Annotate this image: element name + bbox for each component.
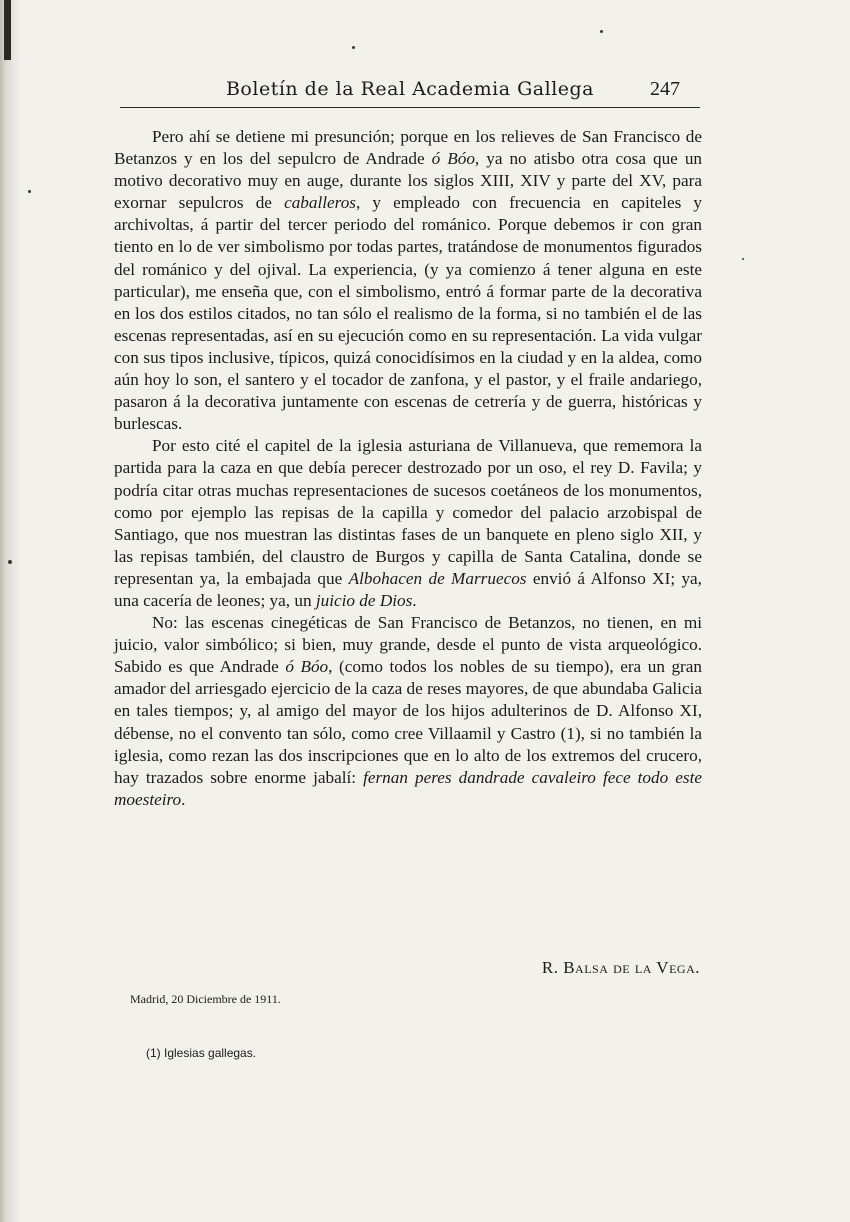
italic-text: ó Bóo [285,657,329,677]
body-paragraph [114,435,702,612]
author-signature: R. Balsa de la Vega. [541,958,700,977]
binding-mark [4,0,11,60]
journal-title: Boletín de la Real Academia Gallega [225,78,595,100]
text-run: . [181,789,186,809]
italic-text: fernan peres dandrade cavaleiro fece todo este moesteiro [114,767,702,809]
text-run: envió á Alfonso XI; ya, una cacería de leones; ya, un [114,568,702,610]
text-run: . [412,590,417,610]
dateline: Madrid, 20 Diciembre de 1911. [130,992,281,1006]
text-run: No: las escenas cinegéticas de San Francisco de Betanzos, no tienen, en mi juicio, valor simbólico; si bien, muy grande, desde el punto de vista arqueológico. Sabido es que Andrade [114,613,702,677]
running-header [120,76,700,108]
text-run: , (como todos los nobles de su tiempo), era un gran amador del arriesgado ejercicio de la caza de reses mayores, de que abundaba Galicia en tales tiempos; y, al amigo del mayor de los hijos adulterinos de D. Alfonso XI, débense, no el convento tan sólo, como cree Villaamil y Castro (1), si no también la iglesia, como rezan las dos inscripciones que en lo alto de los extremos del crucero, hay trazados sobre enorme jabalí: [114,657,703,787]
text-run: Pero ahí se detiene mi presunción; porque en los relieves de San Francisco de Betanzos y en los del sepulcro de Andrade [114,127,702,169]
print-speck [600,30,603,33]
header-rule [120,107,700,108]
text-run: , y empleado con frecuencia en capiteles y archivoltas, á partir del tercer periodo del románico. Porque debemos ir con gran tiento en lo de ver simbolismo por todas partes, tratándose de monumentos figurados del románico y del ojival. La experiencia, (y ya comienzo á tener alguna en este particular), me enseña que, con el simbolismo, entró á formar parte de la decorativa en los dos estilos citados, no tan sólo el realismo de la forma, si no también el de las escenas representadas, así en su ejecución como en su representación. La vida vulgar con sus tipos inclusive, típicos, quizá conocidísimos en la ciudad y en la aldea, como aún hoy lo son, el santero y el tocador de zanfona, y el pastor, y el fraile andariego, pasaron á la decorativa juntamente con escenas de cetrería y de guerra, históricas y burlescas. [114,193,703,434]
text-run: , ya no atisbo otra cosa que un motivo decorativo muy en auge, durante los siglos XIII, XIV y parte del XV, para exornar sepulcros de [114,149,703,213]
text-run: Por esto cité el capitel de la iglesia asturiana de Villanueva, que rememora la partida para la caza en que debía perecer destrozado por un oso, el rey D. Favila; y podría citar otras muchas representaciones de sucesos coetáneos de los monumentos, como por ejemplo las repisas de la capilla y comedor del palacio arzobispal de Santiago, que nos muestran las distintas fases de un banquete en pleno siglo XII, y las repisas también, del claustro de Burgos y capilla de Santa Catalina, donde se representan ya, la embajada que [114,436,702,588]
print-speck [8,560,12,564]
body-paragraph [114,126,702,435]
page-binding-edge [0,0,20,1222]
print-speck [742,258,744,260]
italic-text: caballeros [284,193,356,213]
print-speck [28,190,31,193]
italic-text: ó Bóo [431,149,475,169]
body-paragraph [114,612,702,811]
article-body [114,126,702,811]
italic-text: juicio de Dios [315,590,413,610]
italic-text: Albohacen de Marruecos [348,568,527,588]
print-speck [352,46,355,49]
footnote: (1) Iglesias gallegas. [146,1046,257,1060]
page-number: 247 [650,78,680,100]
